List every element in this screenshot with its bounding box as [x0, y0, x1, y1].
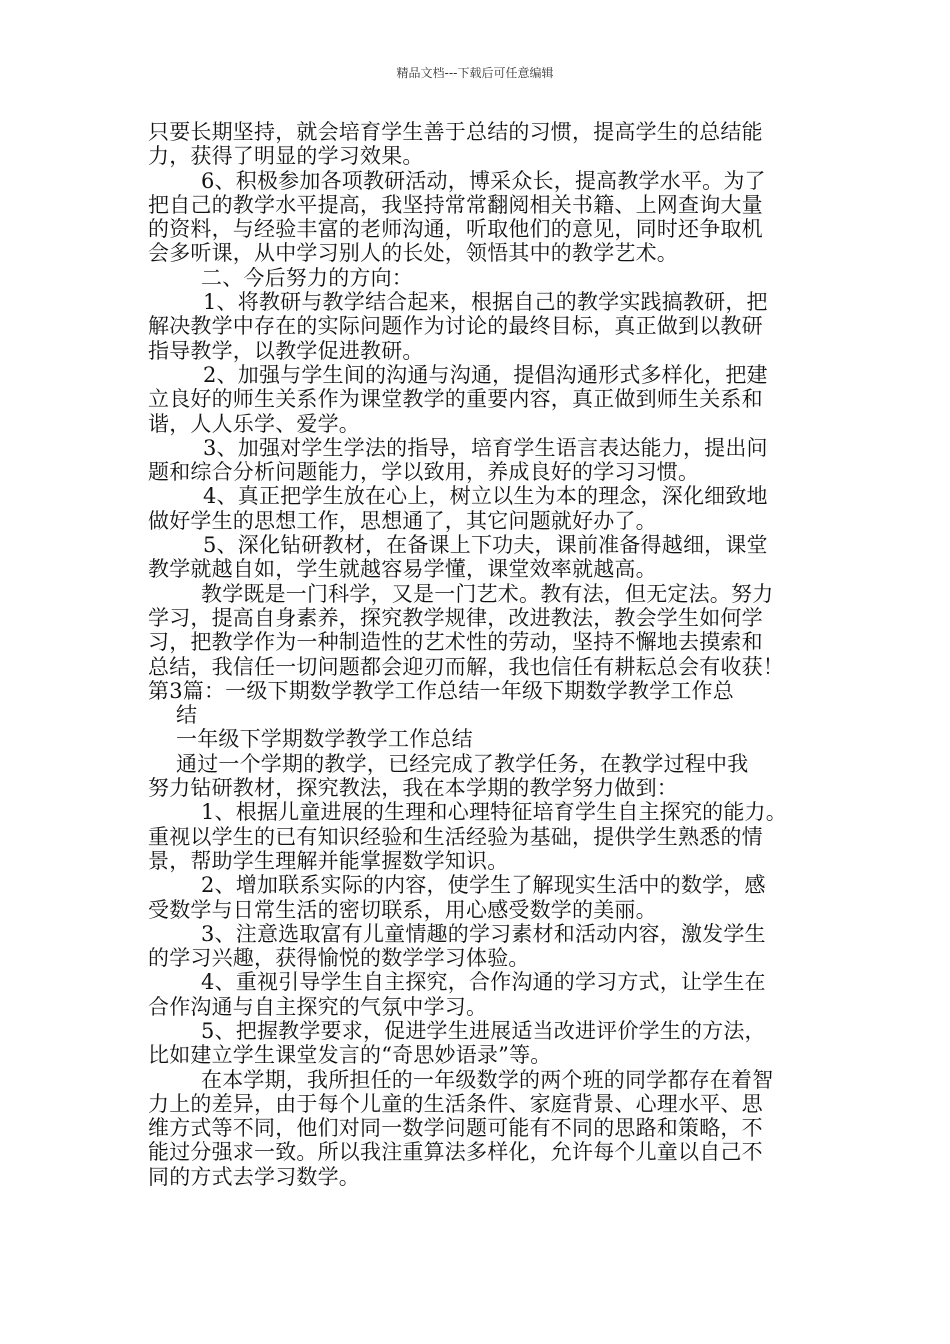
text-line: 解决教学中存在的实际问题作为讨论的最终目标，真正做到以教研: [148, 314, 763, 339]
text-line: 努力钻研教材，探究教法，我在本学期的教学努力做到：: [148, 776, 678, 801]
text-line: 教学既是一门科学，又是一门艺术。教有法，但无定法。努力: [201, 581, 774, 606]
text-line: 4、重视引导学生自主探究，合作沟通的学习方式，让学生在: [201, 970, 766, 995]
text-line: 立良好的师生关系作为课堂教学的重要内容，真正做到师生关系和: [148, 387, 763, 412]
text-line: 3、注意选取富有儿童情趣的学习素材和活动内容，激发学生: [201, 921, 766, 946]
text-line: 同的方式去学习数学。: [148, 1164, 360, 1189]
text-line: 的学习兴趣，获得愉悦的数学学习体验。: [148, 946, 530, 971]
text-line: 力上的差异，由于每个儿童的生活条件、家庭背景、心理水平、思: [148, 1091, 763, 1116]
text-line: 重视以学生的已有知识经验和生活经验为基础，提供学生熟悉的情: [148, 824, 763, 849]
text-line: 力，获得了明显的学习效果。: [148, 144, 424, 169]
subtitle: 一年级下学期数学教学工作总结: [176, 727, 473, 752]
text-line: 在本学期，我所担任的一年级数学的两个班的同学都存在着智: [201, 1067, 774, 1092]
text-line: 的资料，与经验丰富的老师沟通，听取他们的意见，同时还争取机: [148, 217, 763, 242]
text-line: 会多听课，从中学习别人的长处，领悟其中的教学艺术。: [148, 241, 678, 266]
text-line: 比如建立学生课堂发言的“奇思妙语录”等。: [148, 1043, 552, 1068]
text-line: 受数学与日常生活的密切联系，用心感受数学的美丽。: [148, 897, 657, 922]
document-body: [148, 120, 812, 1189]
text-line: 指导教学，以教学促进教研。: [148, 338, 424, 363]
text-line: 4、真正把学生放在心上，树立以生为本的理念，深化细致地: [203, 484, 768, 509]
text-line: 通过一个学期的教学，已经完成了教学任务，在教学过程中我: [176, 751, 749, 776]
article-title: 第3篇：一级下期数学教学工作总结一年级下期数学教学工作总: [148, 678, 734, 703]
text-line: 1、将教研与教学结合起来，根据自己的教学实践搞教研，把: [203, 290, 768, 315]
page-header: 精品文档---下载后可任意编辑: [396, 66, 554, 80]
text-line: 1、根据儿童进展的生理和心理特征培育学生自主探究的能力。: [201, 800, 787, 825]
article-title-continued: 结: [176, 703, 198, 728]
text-line: 3、加强对学生学法的指导，培育学生语言表达能力，提出问: [203, 435, 768, 460]
text-line: 5、把握教学要求，促进学生进展适当改进评价学生的方法，: [201, 1018, 766, 1043]
text-line: 只要长期坚持，就会培育学生善于总结的习惯，提高学生的总结能: [148, 120, 763, 144]
text-line: 景，帮助学生理解并能掌握数学知识。: [148, 848, 509, 873]
text-line: 学习，提高自身素养，探究教学规律，改进教法，教会学生如何学: [148, 605, 763, 630]
text-line: 总结，我信任一切问题都会迎刃而解，我也信任有耕耘总会有收获！: [148, 654, 784, 679]
text-line: 维方式等不同，他们对同一数学问题可能有不同的思路和策略，不: [148, 1116, 763, 1141]
text-line: 把自己的教学水平提高，我坚持常常翻阅相关书籍、上网查询大量: [148, 192, 763, 217]
text-line: 习，把教学作为一种制造性的艺术性的劳动，坚持不懈地去摸索和: [148, 630, 763, 655]
text-line: 6、积极参加各项教研活动，博采众长，提高教学水平。为了: [201, 168, 766, 193]
text-line: 合作沟通与自主探究的气氛中学习。: [148, 994, 488, 1019]
text-line: 教学就越自如，学生就越容易学懂，课堂效率就越高。: [148, 557, 657, 582]
text-line: 能过分强求一致。所以我注重算法多样化，允许每个儿童以自己不: [148, 1140, 763, 1165]
text-line: 做好学生的思想工作，思想通了，其它问题就好办了。: [148, 508, 657, 533]
text-line: 2、加强与学生间的沟通与沟通，提倡沟通形式多样化，把建: [203, 362, 768, 387]
section-heading: 二、今后努力的方向：: [201, 265, 413, 290]
text-line: 题和综合分析问题能力，学以致用，养成良好的学习习惯。: [148, 460, 700, 485]
text-line: 2、增加联系实际的内容，使学生了解现实生活中的数学，感: [201, 873, 766, 898]
text-line: 5、深化钻研教材，在备课上下功夫，课前准备得越细，课堂: [203, 533, 768, 558]
text-line: 谐，人人乐学、爱学。: [148, 411, 360, 436]
